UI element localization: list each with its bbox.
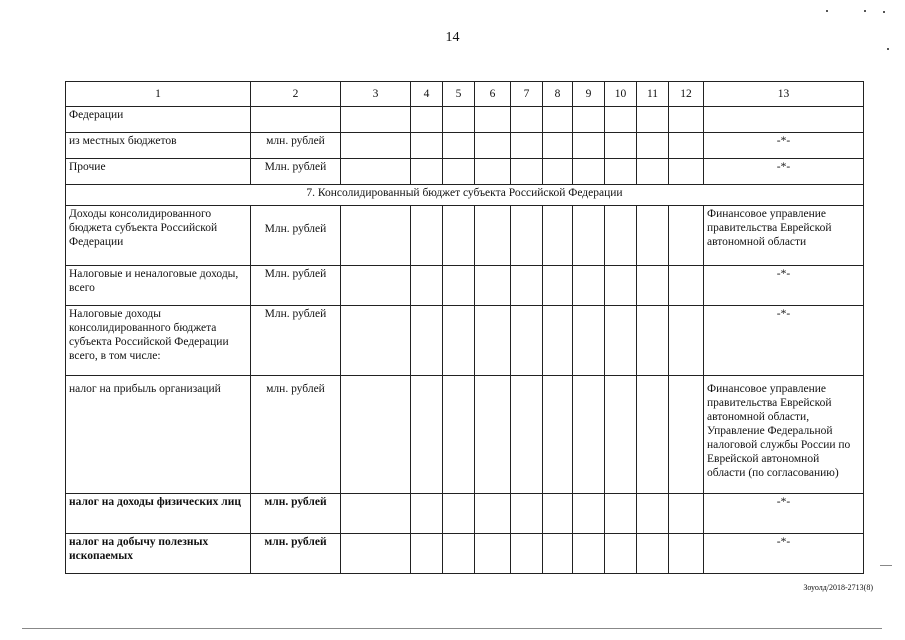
table-row: [66, 376, 864, 494]
column-header: 11: [637, 82, 669, 107]
row-name: из местных бюджетов: [66, 133, 251, 159]
row-name: налог на добычу полезных ископаемых: [66, 534, 251, 574]
row-responsible: -*-: [704, 159, 864, 185]
row-responsible: -*-: [704, 266, 864, 306]
document-code: Зоуолд/2018-2713(8): [803, 583, 873, 592]
scan-speck: [864, 10, 866, 12]
column-header: 2: [251, 82, 341, 107]
section-title: 7. Консолидированный бюджет субъекта Российской Федерации: [66, 185, 864, 206]
row-unit: Млн. рублей: [251, 206, 341, 266]
table-row: [66, 306, 864, 376]
table-row: [66, 266, 864, 306]
indicators-table: [65, 81, 864, 574]
column-header: 8: [543, 82, 573, 107]
row-responsible: -*-: [704, 306, 864, 376]
row-unit: млн. рублей: [251, 133, 341, 159]
row-responsible: Финансовое управление правительства Еврейской автономной области, Управление Федеральной налоговой службы России по Еврейской автономной области (по согласованию): [704, 376, 864, 494]
row-unit: млн. рублей: [251, 376, 341, 494]
row-responsible: -*-: [704, 494, 864, 534]
table-row: [66, 159, 864, 185]
row-name: налог на доходы физических лиц: [66, 494, 251, 534]
table-row: [66, 534, 864, 574]
scan-edge-line: [880, 565, 892, 566]
row-name: налог на прибыль организаций: [66, 376, 251, 494]
table-row: [66, 206, 864, 266]
row-unit: [251, 107, 341, 133]
row-responsible: Финансовое управление правительства Еврейской автономной области: [704, 206, 864, 266]
row-name: Доходы консолидированного бюджета субъекта Российской Федерации: [66, 206, 251, 266]
scan-speck: [887, 48, 889, 50]
column-header: 6: [475, 82, 511, 107]
column-header: 9: [573, 82, 605, 107]
section-row: [66, 185, 864, 206]
row-unit: Млн. рублей: [251, 159, 341, 185]
table-row: [66, 133, 864, 159]
row-name: Налоговые и неналоговые доходы, всего: [66, 266, 251, 306]
row-name: Федерации: [66, 107, 251, 133]
row-unit: Млн. рублей: [251, 306, 341, 376]
table-row: [66, 494, 864, 534]
scan-speck: [826, 10, 828, 12]
column-header: 5: [443, 82, 475, 107]
column-header: 3: [341, 82, 411, 107]
row-unit: млн. рублей: [251, 494, 341, 534]
column-header: 1: [66, 82, 251, 107]
column-header: 7: [511, 82, 543, 107]
scan-edge-line: [22, 628, 882, 629]
column-header: 13: [704, 82, 864, 107]
row-unit: млн. рублей: [251, 534, 341, 574]
row-responsible: [704, 107, 864, 133]
column-header: 12: [669, 82, 704, 107]
scan-speck: [883, 11, 885, 13]
row-unit: Млн. рублей: [251, 266, 341, 306]
row-responsible: -*-: [704, 534, 864, 574]
page-number: 14: [445, 30, 460, 45]
column-header: 10: [605, 82, 637, 107]
table-row: [66, 107, 864, 133]
column-header: 4: [411, 82, 443, 107]
row-name: Налоговые доходы консолидированного бюджета субъекта Российской Федерации всего, в том числе:: [66, 306, 251, 376]
header-row: [66, 82, 864, 107]
row-name: Прочие: [66, 159, 251, 185]
row-responsible: -*-: [704, 133, 864, 159]
